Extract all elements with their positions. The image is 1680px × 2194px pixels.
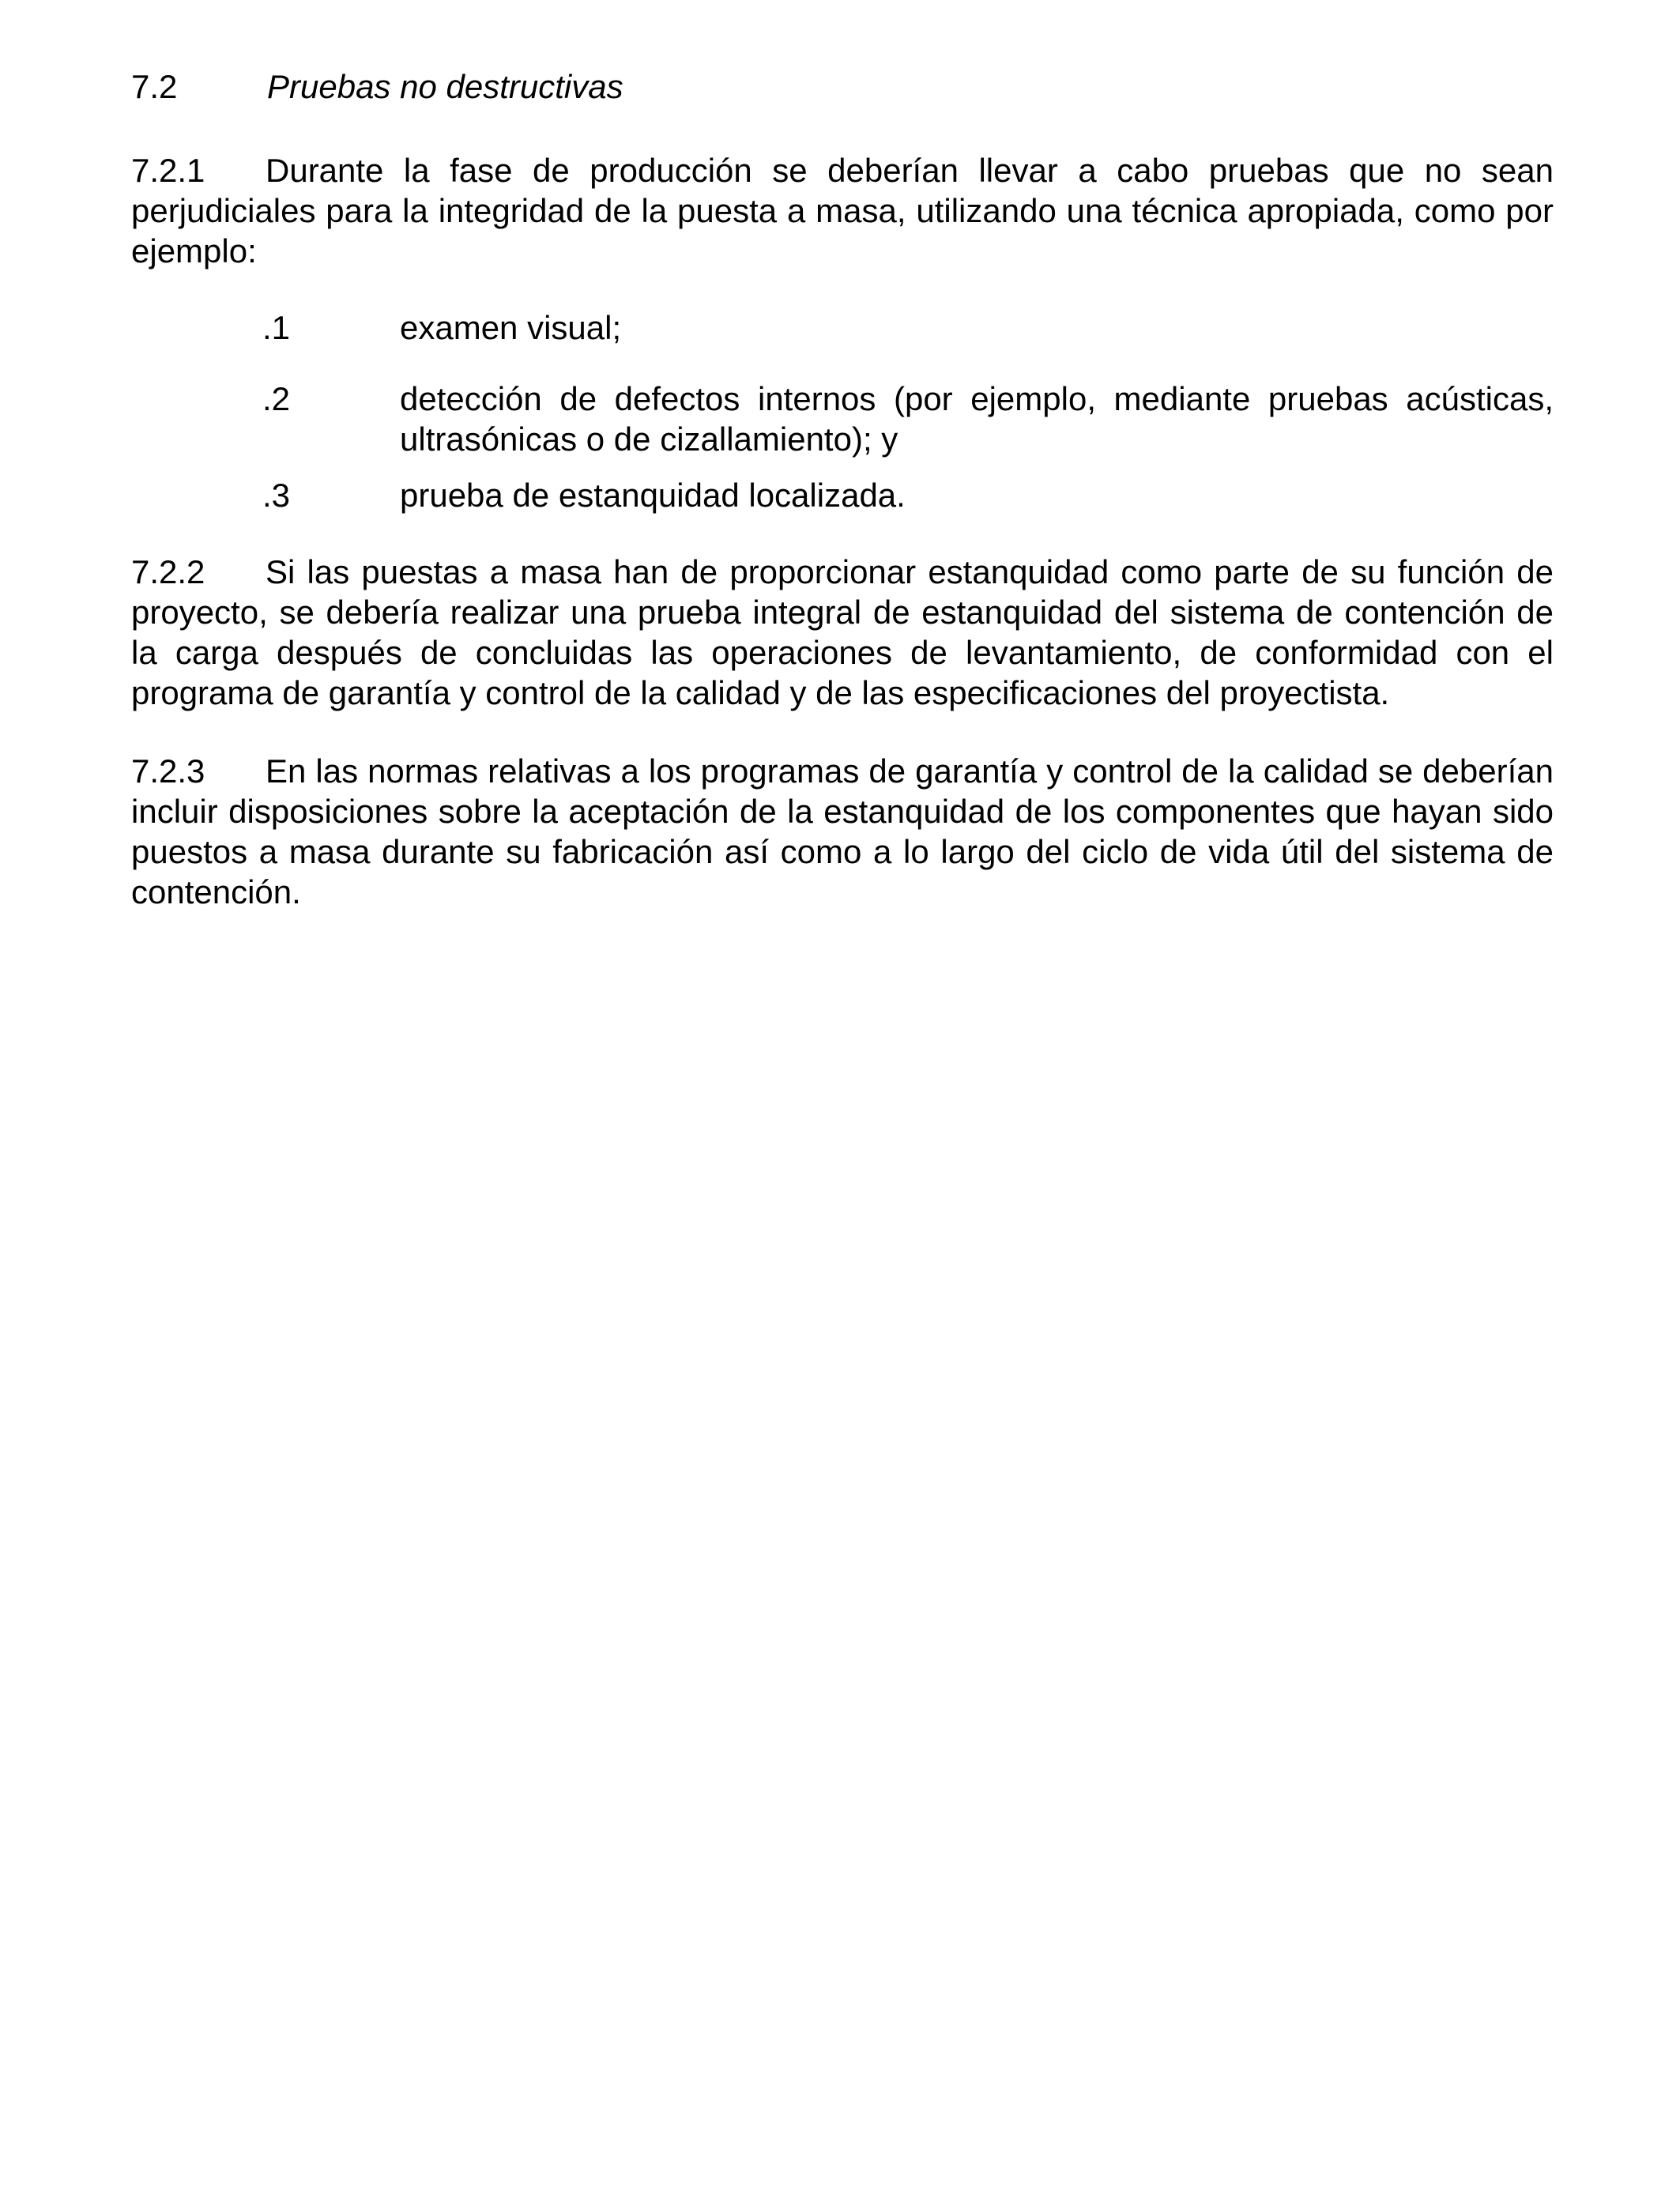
- paragraph-7-2-2: [131, 552, 1554, 713]
- paragraph-text: Si las puestas a masa han de proporcionar estanquidad como parte de su función de proyecto, se debería realizar una prueba integral de estanquidad del sistema de contención de la carga después de concluidas las operaciones de levantamiento, de conformidad con el programa de garantía y control de la calidad y de las especificaciones del proyectista.: [131, 553, 1554, 711]
- list-item-number: .2: [262, 380, 291, 417]
- list-item-number: .1: [262, 309, 291, 346]
- section-title: Pruebas no destructivas: [267, 68, 623, 105]
- list-item: [262, 379, 1554, 459]
- list-item: [262, 307, 1554, 348]
- paragraph-number: 7.2.1: [131, 152, 205, 189]
- list-item-number: .3: [262, 477, 291, 514]
- list-item: [262, 475, 1554, 515]
- paragraph-text: En las normas relativas a los programas de garantía y control de la calidad se deberían incluir disposiciones sobre la aceptación de la estanquidad de los componentes que hayan sido puestos a masa durante su fabricación así como a lo largo del ciclo de vida útil del sistema de contención.: [131, 752, 1554, 910]
- section-heading: [131, 66, 623, 107]
- paragraph-text: Durante la fase de producción se deberían llevar a cabo pruebas que no sean perjudiciales para la integridad de la puesta a masa, utilizando una técnica apropiada, como por ejemplo:: [131, 152, 1554, 270]
- paragraph-number: 7.2.3: [131, 752, 205, 790]
- list-item-text: prueba de estanquidad localizada.: [400, 477, 906, 514]
- section-number: 7.2: [131, 68, 178, 105]
- list-item-text: examen visual;: [400, 309, 622, 346]
- paragraph-7-2-1: [131, 150, 1554, 271]
- paragraph-number: 7.2.2: [131, 553, 205, 590]
- paragraph-7-2-3: [131, 751, 1554, 912]
- list-item-text: detección de defectos internos (por ejemplo, mediante pruebas acústicas, ultrasónicas o de cizallamiento); y: [400, 380, 1554, 458]
